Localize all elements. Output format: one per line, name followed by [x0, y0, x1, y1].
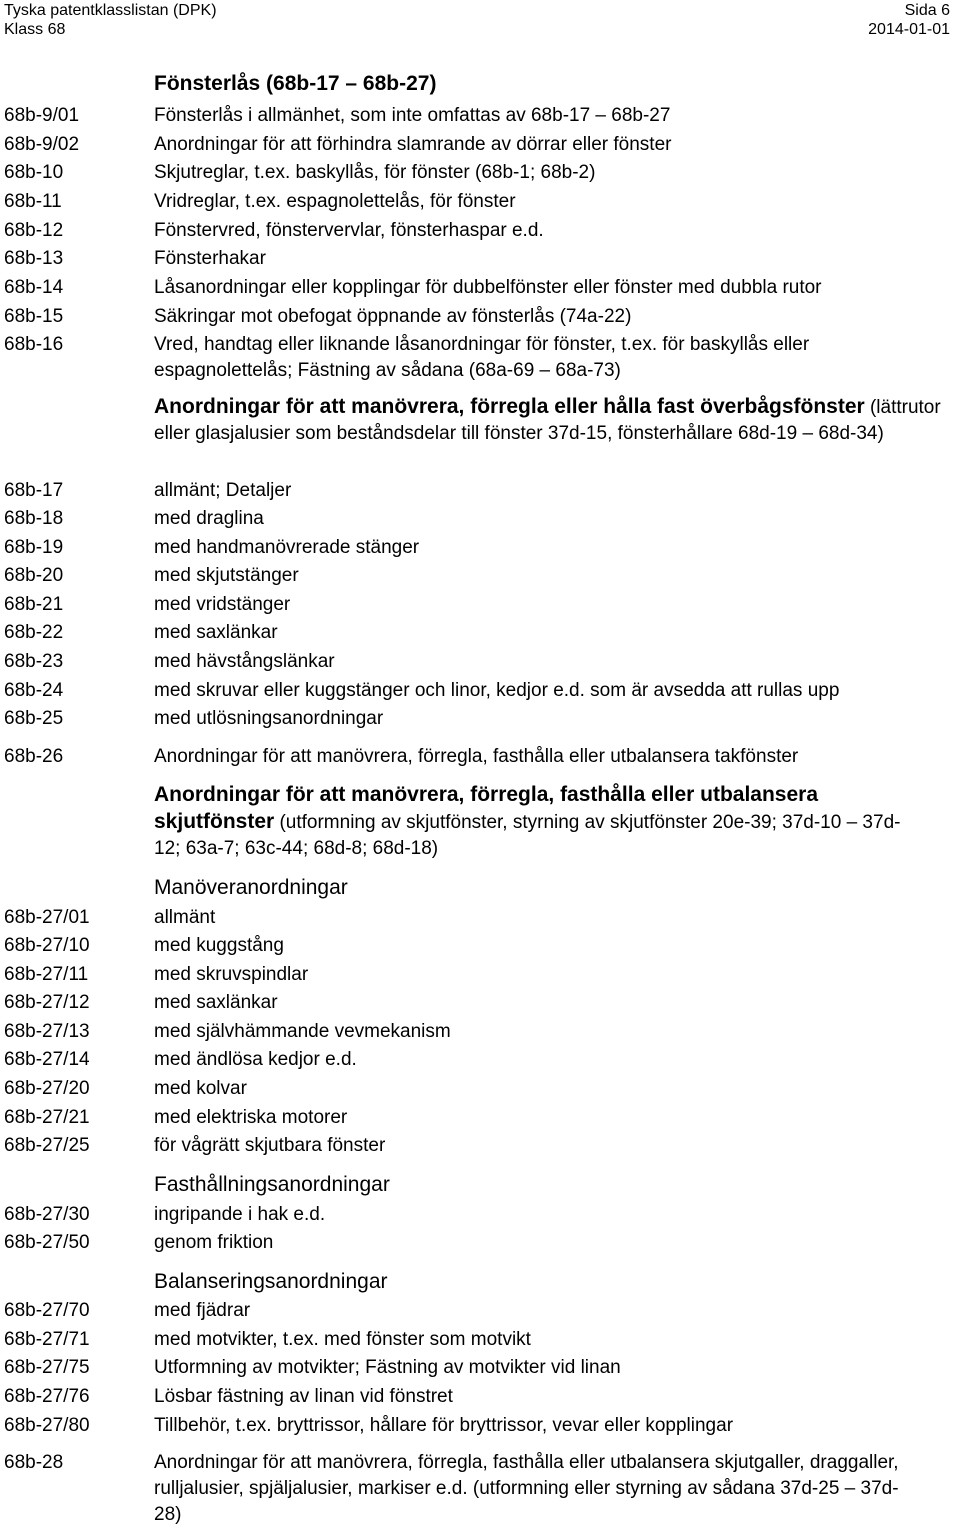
document-date: 2014-01-01 — [868, 21, 950, 38]
class-description: Anordningar för att förhindra slamrande av dörrar eller fönster — [154, 134, 672, 155]
class-description: Vred, handtag eller liknande låsanordningar för fönster, t.ex. för baskyllås eller espagnolettelås; Fästning av sådana (68a-69 – 68a-73) — [154, 334, 810, 381]
class-code: 68b-27/50 — [4, 1232, 90, 1253]
subheading-manoveranordningar: Manöveranordningar — [154, 876, 348, 899]
class-code: 68b-27/71 — [4, 1329, 90, 1350]
class-code: 68b-27/76 — [4, 1386, 90, 1407]
class-code: 68b-22 — [4, 622, 64, 643]
class-description: med fjädrar — [154, 1300, 251, 1321]
class-code: 68b-15 — [4, 306, 64, 327]
class-description: Fönsterhakar — [154, 248, 266, 269]
class-code: 68b-14 — [4, 277, 64, 298]
class-description: genom friktion — [154, 1232, 274, 1253]
class-code: 68b-12 — [4, 220, 64, 241]
class-code: 68b-10 — [4, 162, 64, 183]
class-code: 68b-27/10 — [4, 935, 90, 956]
subheading-balanseringsanordningar: Balanseringsanordningar — [154, 1270, 388, 1293]
class-code: 68b-27/13 — [4, 1021, 90, 1042]
class-description: med skruvspindlar — [154, 964, 309, 985]
class-description: för vågrätt skjutbara fönster — [154, 1135, 386, 1156]
class-label: Klass 68 — [4, 21, 66, 38]
class-description: med handmanövrerade stänger — [154, 537, 420, 558]
class-code: 68b-17 — [4, 480, 64, 501]
class-code: 68b-27/70 — [4, 1300, 90, 1321]
class-code: 68b-27/01 — [4, 907, 90, 928]
class-description: Fönstervred, fönstervervlar, fönsterhaspar e.d. — [154, 220, 544, 241]
class-description: allmänt; Detaljer — [154, 480, 292, 501]
class-code: 68b-27/21 — [4, 1107, 90, 1128]
class-description: med saxlänkar — [154, 992, 278, 1013]
section-heading-overbagsfonster — [154, 394, 959, 447]
class-code: 68b-27/20 — [4, 1078, 90, 1099]
class-code: 68b-27/12 — [4, 992, 90, 1013]
class-code: 68b-26 — [4, 746, 64, 767]
class-code: 68b-9/01 — [4, 105, 80, 126]
class-description: Anordningar för att manövrera, förregla, fasthålla eller utbalansera takfönster — [154, 746, 799, 767]
class-description: med draglina — [154, 508, 264, 529]
section-heading-text: Fönsterlås (68b-17 – 68b-27) — [154, 72, 437, 95]
class-description: med elektriska motorer — [154, 1107, 348, 1128]
class-description: Låsanordningar eller kopplingar för dubbelfönster eller fönster med dubbla rutor — [154, 277, 822, 298]
class-description: med utlösningsanordningar — [154, 708, 384, 729]
class-description: Säkringar mot obefogat öppnande av fönsterlås (74a-22) — [154, 306, 632, 327]
class-description: Fönsterlås i allmänhet, som inte omfattas av 68b-17 – 68b-27 — [154, 105, 671, 126]
class-code: 68b-9/02 — [4, 134, 80, 155]
class-code: 68b-11 — [4, 191, 62, 212]
section-heading-skjutfonster — [154, 782, 914, 862]
class-code: 68b-20 — [4, 565, 64, 586]
class-code: 68b-18 — [4, 508, 64, 529]
class-description: med kuggstång — [154, 935, 284, 956]
class-description: Anordningar för att manövrera, förregla, fasthålla eller utbalansera skjutgaller, draggaller, rulljalusier, spjäljalusier, markiser e.d. (utformning eller styrning av sådana 37d-25 – 37d-28) — [154, 1452, 899, 1525]
class-code: 68b-27/80 — [4, 1415, 90, 1436]
class-description: med skruvar eller kuggstänger och linor, kedjor e.d. som är avsedda att rullas upp — [154, 680, 840, 701]
class-description: med hävstångslänkar — [154, 651, 335, 672]
class-description: med motvikter, t.ex. med fönster som motvikt — [154, 1329, 531, 1350]
class-code: 68b-27/30 — [4, 1204, 90, 1225]
class-code: 68b-23 — [4, 651, 64, 672]
class-code: 68b-16 — [4, 334, 64, 355]
class-description: Vridreglar, t.ex. espagnolettelås, för fönster — [154, 191, 516, 212]
class-description: ingripande i hak e.d. — [154, 1204, 326, 1225]
class-code: 68b-21 — [4, 594, 64, 615]
class-code: 68b-27/14 — [4, 1049, 90, 1070]
class-code: 68b-27/25 — [4, 1135, 90, 1156]
class-description: allmänt — [154, 907, 216, 928]
class-code: 68b-27/75 — [4, 1357, 90, 1378]
class-description: Utformning av motvikter; Fästning av motvikter vid linan — [154, 1357, 621, 1378]
class-code: 68b-28 — [4, 1452, 64, 1473]
class-description: Skjutreglar, t.ex. baskyllås, för fönster (68b-1; 68b-2) — [154, 162, 596, 183]
class-code: 68b-13 — [4, 248, 64, 269]
class-description: med ändlösa kedjor e.d. — [154, 1049, 357, 1070]
subheading-fasthallningsanordningar: Fasthållningsanordningar — [154, 1173, 390, 1196]
section-heading-note: (lättrutor eller glasjalusier som beståndsdelar till fönster 37d-15, fönsterhållare 68d-19 – 68d-34) — [154, 397, 941, 444]
class-code: 68b-27/11 — [4, 964, 89, 985]
section-heading-fonsterlas — [154, 71, 959, 98]
class-code: 68b-24 — [4, 680, 64, 701]
class-description: med skjutstänger — [154, 565, 299, 586]
section-heading-note: (utformning av skjutfönster, styrning av skjutfönster 20e-39; 37d-10 – 37d-12; 63a-7; 63c-44; 68d-8; 68d-18) — [154, 812, 901, 859]
class-description: Lösbar fästning av linan vid fönstret — [154, 1386, 453, 1407]
class-description: med vridstänger — [154, 594, 291, 615]
class-code: 68b-19 — [4, 537, 64, 558]
document-title: Tyska patentklasslistan (DPK) — [4, 2, 217, 19]
section-heading-bold: Anordningar för att manövrera, förregla, fasthålla eller utbalansera skjutfönster — [154, 783, 819, 833]
class-description: Tillbehör, t.ex. bryttrissor, hållare för bryttrissor, vevar eller kopplingar — [154, 1415, 734, 1436]
page-number: Sida 6 — [904, 2, 950, 19]
class-code: 68b-25 — [4, 708, 64, 729]
section-heading-bold: Anordningar för att manövrera, förregla eller hålla fast överbågsfönster — [154, 395, 865, 418]
class-description: med självhämmande vevmekanism — [154, 1021, 451, 1042]
class-description: med saxlänkar — [154, 622, 278, 643]
class-description: med kolvar — [154, 1078, 247, 1099]
